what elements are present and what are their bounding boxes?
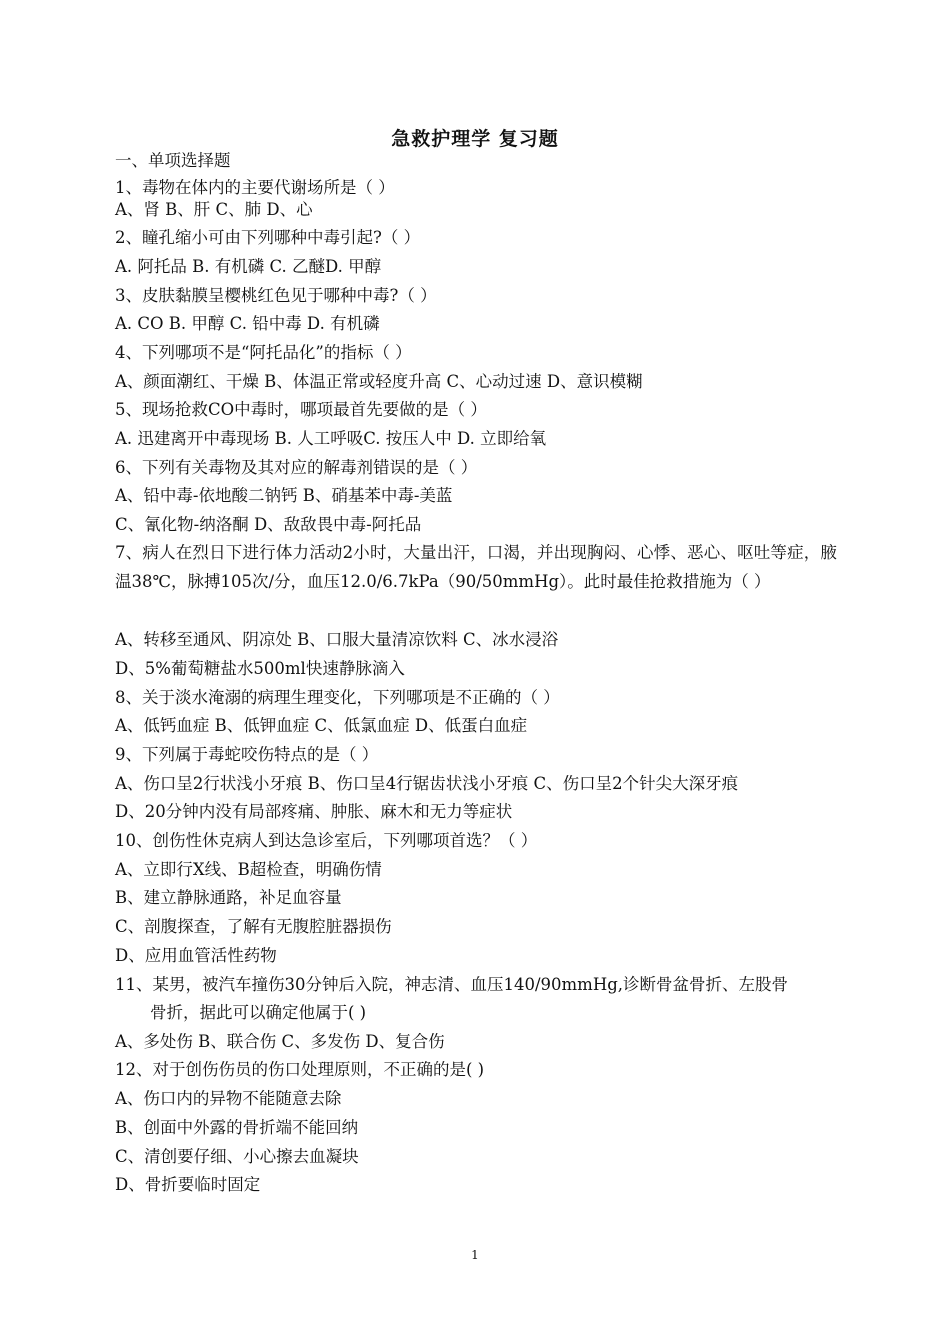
text-line: C、剖腹探查，了解有无腹腔脏器损伤 (115, 917, 392, 936)
text-line: A. 阿托品 B. 有机磷 C. 乙醚D. 甲醇 (115, 257, 382, 276)
text-line: A、多处伤 B、联合伤 C、多发伤 D、复合伤 (115, 1032, 445, 1051)
text-line: 9、下列属于毒蛇咬伤特点的是（ ） (115, 745, 379, 764)
page-number: 1 (471, 1248, 479, 1262)
text-line: A、颜面潮红、干燥 B、体温正常或轻度升高 C、心动过速 D、意识模糊 (115, 372, 643, 391)
text-line: D、应用血管活性药物 (115, 946, 277, 965)
text-line: B、建立静脉通路，补足血容量 (115, 888, 342, 907)
text-line: A. 迅建离开中毒现场 B. 人工呼吸C. 按压人中 D. 立即给氧 (115, 429, 547, 448)
question-11-line-1: 11、某男，被汽车撞伤30分钟后入院，神志清、血压140/90mmHg,诊断骨盆骨折、左股骨 (115, 975, 789, 994)
text-line: A、伤口呈2行状浅小牙痕 B、伤口呈4行锯齿状浅小牙痕 C、伤口呈2个针尖大深牙痕 (115, 774, 739, 793)
text-line: B、创面中外露的骨折端不能回纳 (115, 1118, 359, 1137)
question-7: 7、病人在烈日下进行体力活动2小时，大量出汗，口渴，并出现胸闷、心悸、恶心、呕吐等症，腋温38℃，脉搏105次/分，血压12.0/6.7kPa（90/50mmHg）。此时最佳抢救措施为（ ） (115, 543, 837, 591)
question-11-line-2: 骨折，据此可以确定他属于( ) (150, 1003, 367, 1022)
text-line: C、清创要仔细、小心擦去血凝块 (115, 1147, 359, 1166)
text-line: A. CO B. 甲醇 C. 铅中毒 D. 有机磷 (115, 314, 380, 333)
text-line: A、伤口内的异物不能随意去除 (115, 1089, 342, 1108)
text-line: D、20分钟内没有局部疼痛、肿胀、麻木和无力等症状 (115, 802, 513, 821)
text-line: 12、对于创伤伤员的伤口处理原则，不正确的是( ) (115, 1060, 485, 1079)
text-line: 4、下列哪项不是“阿托品化”的指标（ ） (115, 343, 412, 362)
text-line: 1、毒物在体内的主要代谢场所是（ ） (115, 178, 395, 197)
text-line: 10、创伤性休克病人到达急诊室后，下列哪项首选？（ ） (115, 831, 538, 850)
text-line: A、铅中毒-依地酸二钠钙 B、硝基苯中毒-美蓝 (115, 486, 453, 505)
document-title: 急救护理学 复习题 (391, 128, 559, 150)
text-line: A、低钙血症 B、低钾血症 C、低氯血症 D、低蛋白血症 (115, 716, 528, 735)
section-heading: 一、单项选择题 (115, 151, 231, 170)
text-line: A、肾 B、肝 C、肺 D、心 (115, 200, 313, 219)
text-line: 6、下列有关毒物及其对应的解毒剂错误的是（ ） (115, 458, 478, 477)
text-line: C、氰化物-纳洛酮 D、敌敌畏中毒-阿托品 (115, 515, 422, 534)
text-line: A、立即行X线、B超检查，明确伤情 (115, 860, 382, 879)
text-line: A、转移至通风、阴凉处 B、口服大量清凉饮料 C、冰水浸浴 (115, 630, 559, 649)
text-line: 3、皮肤黏膜呈樱桃红色见于哪种中毒?（ ） (115, 286, 437, 305)
text-line: 8、关于淡水淹溺的病理生理变化，下列哪项是不正确的（ ） (115, 688, 560, 707)
text-line: D、骨折要临时固定 (115, 1175, 261, 1194)
text-line: 2、瞳孔缩小可由下列哪种中毒引起?（ ） (115, 228, 421, 247)
text-line: D、5%葡萄糖盐水500ml快速静脉滴入 (115, 659, 405, 678)
text-line: 5、现场抢救CO中毒时，哪项最首先要做的是（ ） (115, 400, 487, 419)
